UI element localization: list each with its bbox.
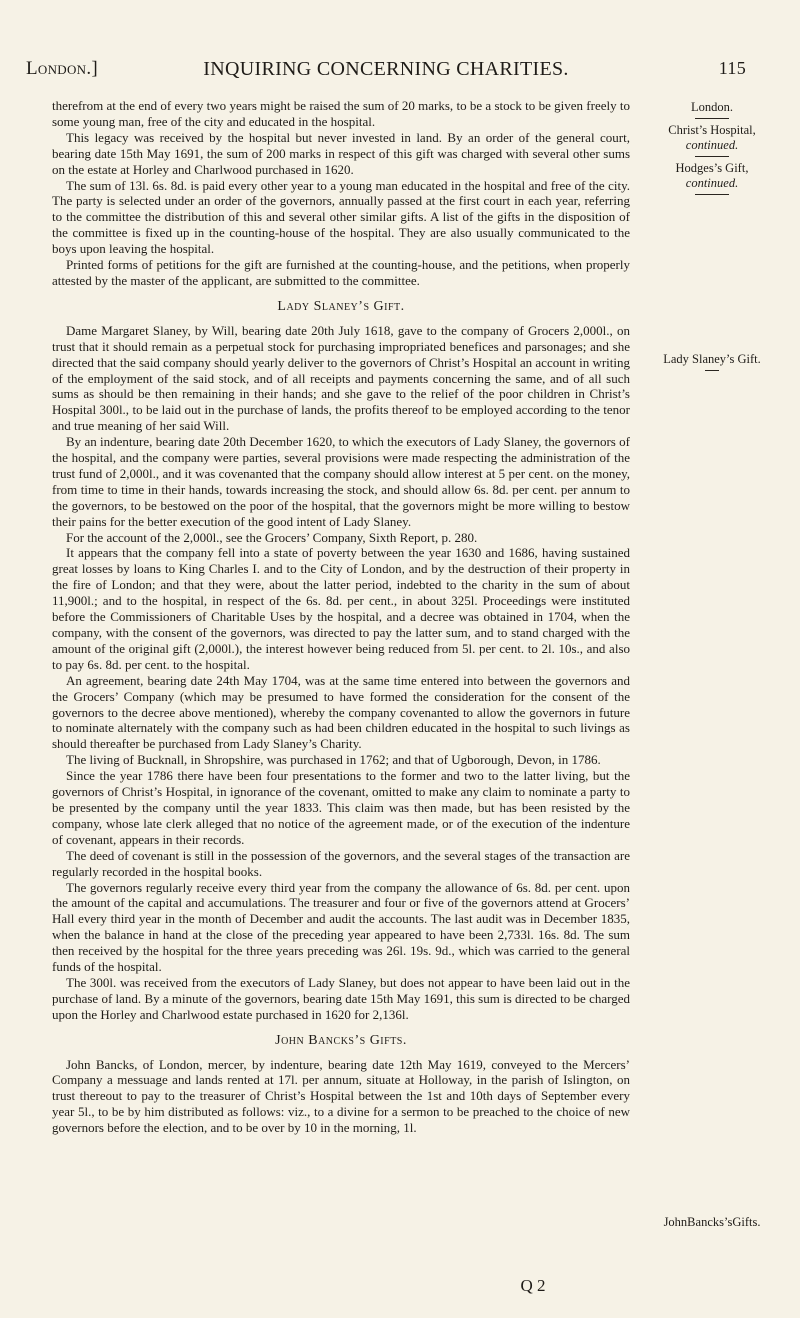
- margin-line: Hodges’s Gift,: [675, 161, 749, 175]
- margin-rule: [705, 370, 719, 371]
- paragraph: The deed of covenant is still in the possession of the governors, and the several stages of the transaction are regularly recorded in the hospital books.: [52, 847, 630, 879]
- page-number: 115: [718, 58, 746, 78]
- paragraph: The living of Bucknall, in Shropshire, was purchased in 1762; and that of Ugborough, Devon, in 1786.: [66, 752, 601, 768]
- running-header: [26, 58, 746, 84]
- margin-rule: [695, 194, 729, 195]
- header-left: London.]: [26, 58, 99, 79]
- signature-mark: [0, 1276, 800, 1296]
- margin-note-lady-slaney: [636, 352, 788, 375]
- paragraph: The 300l. was received from the executors of Lady Slaney, but does not appear to have been laid out in the purchase of land. By a minute of the governors, bearing date 15th May 1691, this sum is directed to be charged upon the Horley and Charlwood estate purchased in 1620 for 2,136l.: [52, 974, 630, 1022]
- margin-line: continued.: [685, 176, 739, 190]
- paragraph: John Bancks, of London, mercer, by indenture, bearing date 12th May 1619, conveyed to the Mercers’ Company a messuage and lands rented at 17l. per annum, situate at Holloway, in the parish of Islington, on trust thereout to pay to the treasurer of Christ’s Hospital between the 1st and 10th days of September every year 5l., to be by him distributed as follows: viz., to a divine for a sermon to be preached to the choice of new governors before the election, and to be over by 10 in the morning, 1l.: [52, 1056, 630, 1136]
- paragraph: Printed forms of petitions for the gift are furnished at the counting-house, and the petitions, when properly attested by the master of the applicant, are submitted to the committee.: [52, 257, 630, 288]
- body-text: [52, 98, 630, 1136]
- margin-line: London.: [690, 100, 733, 114]
- paragraph: therefrom at the end of every two years might be raised the sum of 20 marks, to be a stock to be given freely to some young man, free of the city and educated in the hospital.: [52, 98, 630, 129]
- margin-rule: [695, 156, 729, 157]
- margin-line: continued.: [685, 138, 739, 152]
- margin-rule: [695, 118, 729, 119]
- margin-line: JohnBancks’sGifts.: [663, 1215, 761, 1229]
- paragraph: An agreement, bearing date 24th May 1704, was at the same time entered into between the governors and the Grocers’ Company (which may be presumed to have formed the consideration for the consent of the governors to the decree above mentioned), whereby the company covenanted to allow the governors in future to nominate alternately with the company such as had been children educated in the hospital to such livings as should thereafter be purchased from Lady Slaney’s Charity.: [52, 672, 630, 752]
- paragraph: Dame Margaret Slaney, by Will, bearing date 20th July 1618, gave to the company of Grocers 2,000l., on trust that it should remain as a perpetual stock for purchasing impropriated benefices and parsonages; and she directed that the said company should yearly deliver to the governors of Christ’s Hospital an account in writing of the employment of the said stock, and of all receipts and payments concerning the same, and of all such sums as should be then remaining in their hands; and she gave to the relief of the poor children in Christ’s Hospital 300l., to be laid out in the purchase of lands, the profits thereof to be employed according to the tenor and true meaning of her said Will.: [52, 322, 630, 434]
- margin-line: Christ’s Hospital,: [668, 123, 756, 137]
- paragraph: Since the year 1786 there have been four presentations to the former and two to the latter living, but the governors of Christ’s Hospital, in ignorance of the covenant, omitted to make any claim to nominate a party to be presented by the company until the year 1833. This claim was then made, but has been resisted by the company, whose late clerk alleged that no notice of the agreement made, or of the execution of the indenture of covenant, appears in their records.: [52, 768, 630, 847]
- paragraph: This legacy was received by the hospital but never invested in land. By an order of the general court, bearing date 15th May 1691, the sum of 200 marks in respect of this gift was charged with several other sums on the estate at Horley and Charlwood purchased in 1620.: [52, 129, 630, 177]
- margin-line: Lady Slaney’s Gift.: [663, 352, 761, 366]
- paragraph: It appears that the company fell into a state of poverty between the year 1630 and 1686, having sustained great losses by loans to King Charles I. and to the City of London, and by the destruction of their property in the fire of London; and that they were, about the latter period, indebted to the charity in the sum of about 11,900l.; and to the hospital, in respect of the 6s. 8d. per cent., in about 325l. Proceedings were instituted before the Commissioners of Charitable Uses by the hospital, and a decree was obtained in 1704, when the company, with the consent of the governors, was directed to pay the latter sum, and to stand charged with the amount of the original gift (2,000l.), the interest however being reduced from 5l. per cent. to 2l. 10s., and also to pay 6s. 8d. per cent. to the hospital.: [52, 545, 630, 672]
- paragraph: For the account of the 2,000l., see the Grocers’ Company, Sixth Report, p. 280.: [66, 529, 478, 545]
- section-title: Lady Slaney’s Gift.: [277, 298, 405, 314]
- margin-note-john-bancks: [636, 1215, 788, 1230]
- paragraph: The sum of 13l. 6s. 8d. is paid every other year to a young man educated in the hospital and free of the city. The party is selected under an order of the governors, annually passed at the first court in each year, referring to the committee the distribution of this and several other similar gifts. A list of the gifts in the disposition of the committee is fixed up in the counting-house of the hospital. They are also usually communicated to the boys upon leaving the hospital.: [52, 177, 630, 257]
- margin-note-christs-hospital: [636, 100, 788, 199]
- section-title: John Bancks’s Gifts.: [275, 1032, 407, 1048]
- paragraph: The governors regularly receive every third year from the company the allowance of 6s. 8d. per cent. upon the amount of the capital and accumulations. The treasurer and four or five of the governors attend at Grocers’ Hall every third year in the month of December and audit the accounts. The last audit was in December 1835, when the balance in hand at the close of the preceding year appeared to have been 2,733l. 16s. 8d. The sum then received by the hospital for the three years preceding was 26l. 19s. 9d., which was carried to the general funds of the hospital.: [52, 879, 630, 975]
- paragraph: By an indenture, bearing date 20th December 1620, to which the executors of Lady Slaney, the governors of the hospital, and the company were parties, several provisions were made respecting the administration of the trust fund of 2,000l., and it was covenanted that the company should allow interest at 5 per cent. on the money, from time to time in their hands, towards increasing the stock, and should allow 6s. 8d. per cent. per annum to the governors, to be bestowed on the poor of the hospital, that the governors might be more willing to bestow their pains for the better execution of the good intent of Lady Slaney.: [52, 434, 630, 529]
- signature-text: Q 2: [520, 1276, 546, 1295]
- header-title: INQUIRING CONCERNING CHARITIES.: [203, 58, 569, 80]
